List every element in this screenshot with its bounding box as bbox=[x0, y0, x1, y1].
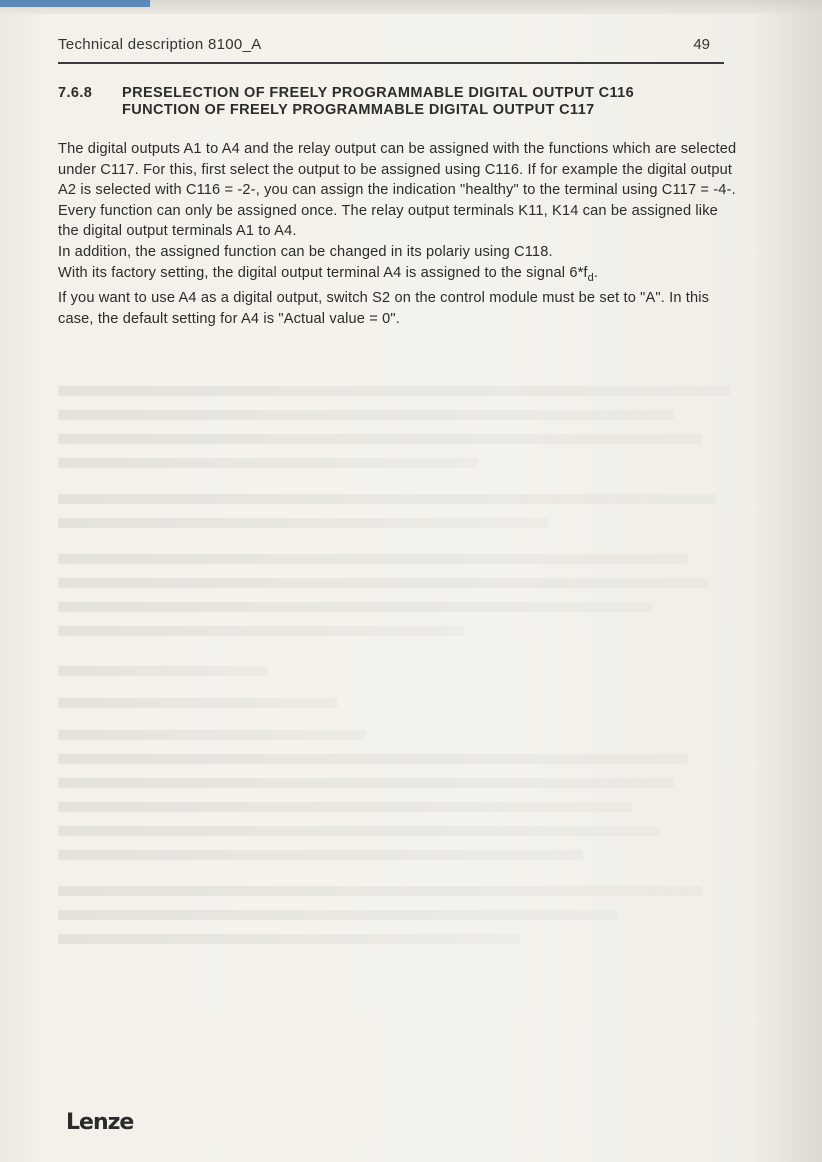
show-through-line bbox=[58, 554, 688, 564]
section-title-line2: FUNCTION OF FREELY PROGRAMMABLE DIGITAL OUTPUT C117 bbox=[122, 102, 595, 118]
show-through-line bbox=[58, 666, 268, 676]
page-number: 49 bbox=[693, 36, 710, 53]
body-paragraph-4-text: With its factory setting, the digital output terminal A4 is assigned to the signal 6*f bbox=[58, 264, 588, 281]
header-title: Technical description 8100_A bbox=[58, 36, 262, 53]
show-through-line bbox=[58, 458, 478, 468]
body-paragraph-5: If you want to use A4 as a digital output, switch S2 on the control module must be set to "A". In this case, the default setting for A4 is "Actual value = 0". bbox=[58, 290, 710, 327]
show-through-line bbox=[58, 826, 660, 836]
show-through-line bbox=[58, 778, 674, 788]
page-edge-shadow bbox=[752, 0, 822, 1162]
show-through-line bbox=[58, 410, 674, 420]
show-through-line bbox=[58, 578, 709, 588]
show-through-line bbox=[58, 850, 583, 860]
header-divider bbox=[58, 62, 724, 64]
body-paragraph-4-end: . bbox=[593, 264, 599, 281]
body-paragraph-1: The digital outputs A1 to A4 and the relay output can be assigned with the functions which are selected under C117. For this, first select the output to be assigned using C116. If for example the digital output A2 is selected with C116 = -2-, you can assign the indication "healthy" to the terminal using C117 = -4-. bbox=[58, 141, 737, 199]
show-through-text bbox=[58, 380, 758, 1000]
lenze-logo: Lenze bbox=[66, 1110, 134, 1135]
show-through-line bbox=[58, 494, 716, 504]
page-header bbox=[58, 36, 724, 60]
body-paragraph-2: Every function can only be assigned once. The relay output terminals K11, K14 can be assigned like the digital output terminals A1 to A4. bbox=[58, 202, 718, 240]
page-corner-strip bbox=[0, 0, 150, 7]
body-paragraph-4 bbox=[58, 263, 738, 289]
show-through-line bbox=[58, 518, 548, 528]
frequency-subscript: d bbox=[587, 271, 594, 284]
show-through-line bbox=[58, 602, 653, 612]
show-through-line bbox=[58, 754, 688, 764]
show-through-line bbox=[58, 698, 338, 708]
body-text bbox=[58, 139, 738, 329]
section-titles bbox=[122, 85, 634, 119]
show-through-line bbox=[58, 802, 632, 812]
section-number: 7.6.8 bbox=[58, 85, 93, 101]
show-through-line bbox=[58, 626, 464, 636]
body-paragraph-3: In addition, the assigned function can be changed in its polariy using C118. bbox=[58, 243, 553, 260]
show-through-line bbox=[58, 886, 702, 896]
show-through-line bbox=[58, 730, 366, 740]
show-through-line bbox=[58, 434, 702, 444]
section-title-line1: PRESELECTION OF FREELY PROGRAMMABLE DIGITAL OUTPUT C116 bbox=[122, 85, 635, 101]
show-through-line bbox=[58, 386, 730, 396]
show-through-line bbox=[58, 934, 520, 944]
show-through-line bbox=[58, 910, 618, 920]
